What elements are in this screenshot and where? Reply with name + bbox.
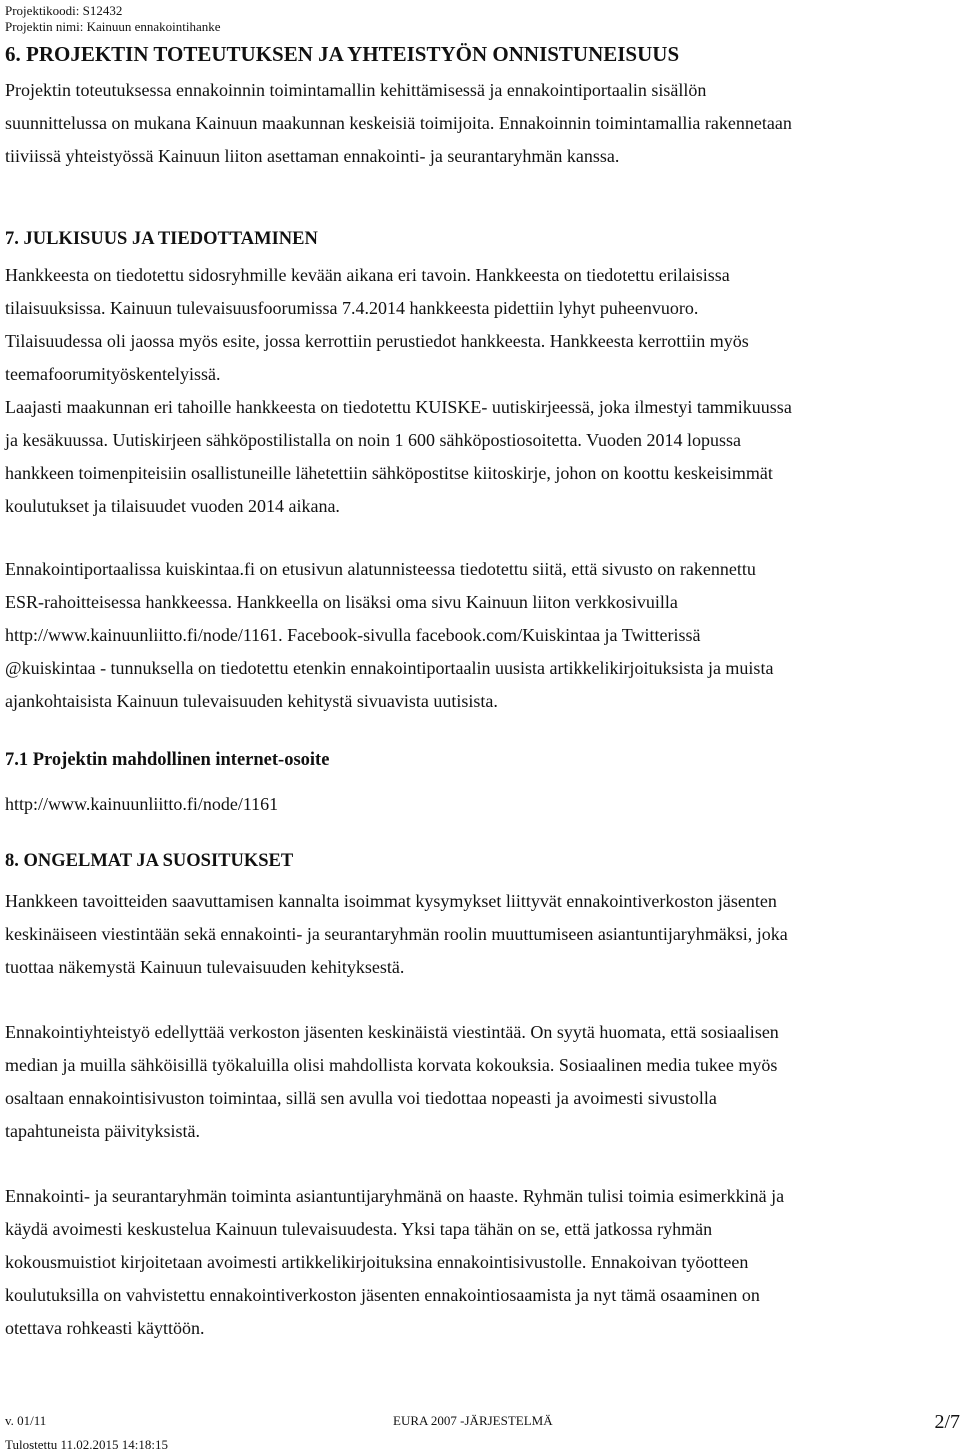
text-line: hankkeen toimenpiteisiin osallistuneille lähetettiin sähköpostitse kiitoskirje, johon on koottu keskeisimmät	[5, 463, 773, 483]
text-line: kokousmuistiot kirjoitetaan avoimesti artikkelikirjoituksina ennakointisivustolle. Ennakoivan työotteen	[5, 1252, 749, 1272]
text-line: ajankohtaisista Kainuun tulevaisuuden kehitystä sivuavista uutisista.	[5, 691, 498, 711]
text-line: tapahtuneista päivityksistä.	[5, 1121, 200, 1141]
text-line: Hankkeesta on tiedotettu sidosryhmille kevään aikana eri tavoin. Hankkeesta on tiedotettu erilaisissa	[5, 265, 730, 285]
section-7-paragraph-1	[5, 259, 960, 523]
document-body	[5, 40, 960, 1345]
page-number: 2/7	[934, 1411, 960, 1433]
text-line: Ennakointiyhteistyö edellyttää verkoston jäsenten keskinäistä viestintää. On syytä huomata, että sosiaalisen	[5, 1022, 779, 1042]
text-line: Tilaisuudessa oli jaossa myös esite, jossa kerrottiin perustiedot hankkeesta. Hankkeesta kerrottiin myös	[5, 331, 749, 351]
page-header	[5, 3, 221, 35]
text-line: keskinäiseen viestintään sekä ennakointi- ja seurantaryhmän roolin muuttumiseen asiantuntijaryhmäksi, joka	[5, 924, 788, 944]
text-line: tiiviissä yhteistyössä Kainuun liiton asettaman ennakointi- ja seurantaryhmän kanssa.	[5, 146, 620, 166]
text-line: teemafoorumityöskentelyissä.	[5, 364, 221, 384]
text-line: Ennakointi- ja seurantaryhmän toiminta asiantuntijaryhmänä on haaste. Ryhmän tulisi toimia esimerkkinä ja	[5, 1186, 785, 1206]
text-line: osaltaan ennakointisivuston toimintaa, sillä sen avulla voi tiedottaa nopeasti ja avoimesti sivustolla	[5, 1088, 717, 1108]
section-8-paragraph-2	[5, 1016, 960, 1148]
text-line: Laajasti maakunnan eri tahoille hankkeesta on tiedotettu KUISKE- uutiskirjeessä, joka ilmestyi tammikuussa	[5, 397, 792, 417]
project-code: Projektikoodi: S12432	[5, 3, 123, 18]
text-line: otettava rohkeasti käyttöön.	[5, 1318, 205, 1338]
text-line: ESR-rahoitteisessa hankkeessa. Hankkeella on lisäksi oma sivu Kainuun liiton verkkosivuilla	[5, 592, 678, 612]
text-line: ja kesäkuussa. Uutiskirjeen sähköpostilistalla on noin 1 600 sähköpostiosoitetta. Vuoden 2014 lopussa	[5, 430, 742, 450]
section-6-title: 6. PROJEKTIN TOTEUTUKSEN JA YHTEISTYÖN ONNISTUNEISUUS	[5, 42, 680, 66]
text-line: Hankkeen tavoitteiden saavuttamisen kannalta isoimmat kysymykset liittyvät ennakointiverkoston jäsenten	[5, 891, 777, 911]
system-name: EURA 2007 -JÄRJESTELMÄ	[393, 1413, 553, 1428]
section-7-paragraph-2	[5, 553, 960, 718]
form-version: v. 01/11	[5, 1413, 47, 1428]
text-line: Projektin toteutuksessa ennakoinnin toimintamallin kehittämisessä ja ennakointiportaalin sisällön	[5, 80, 707, 100]
print-timestamp: Tulostettu 11.02.2015 14:18:15	[5, 1437, 169, 1452]
text-line: median ja muilla sähköisillä työkaluilla olisi mahdollista korvata kokouksia. Sosiaalinen media tukee myös	[5, 1055, 778, 1075]
section-8-title: 8. ONGELMAT JA SUOSITUKSET	[5, 851, 294, 871]
text-line: http://www.kainuunliitto.fi/node/1161. Facebook-sivulla facebook.com/Kuiskintaa ja Twitterissä	[5, 625, 701, 645]
text-line: tuottaa näkemystä Kainuun tulevaisuuden kehityksestä.	[5, 957, 405, 977]
text-line: Ennakointiportaalissa kuiskintaa.fi on etusivun alatunnisteessa tiedotettu siitä, että sivusto on rakennettu	[5, 559, 756, 579]
text-line: suunnittelussa on mukana Kainuun maakunnan keskeisiä toimijoita. Ennakoinnin toimintamallia rakennetaan	[5, 113, 792, 133]
project-name: Projektin nimi: Kainuun ennakointihanke	[5, 19, 221, 34]
page-footer	[5, 1410, 960, 1454]
section-7-1-title: 7.1 Projektin mahdollinen internet-osoite	[5, 750, 330, 770]
project-url: http://www.kainuunliitto.fi/node/1161	[5, 794, 279, 814]
section-8-paragraph-3	[5, 1180, 960, 1345]
text-line: koulutukset ja tilaisuudet vuoden 2014 aikana.	[5, 496, 340, 516]
section-7-title: 7. JULKISUUS JA TIEDOTTAMINEN	[5, 229, 318, 249]
text-line: käydä avoimesti keskustelua Kainuun tulevaisuudesta. Yksi tapa tähän on se, että jatkossa ryhmän	[5, 1219, 713, 1239]
section-6-paragraph	[5, 74, 960, 173]
section-8-paragraph-1	[5, 885, 960, 984]
text-line: @kuiskintaa - tunnuksella on tiedotettu etenkin ennakointiportaalin uusista artikkelikirjoituksista ja muista	[5, 658, 774, 678]
text-line: tilaisuuksissa. Kainuun tulevaisuusfoorumissa 7.4.2014 hankkeesta pidettiin lyhyt puheenvuoro.	[5, 298, 699, 318]
text-line: koulutuksilla on vahvistettu ennakointiverkoston jäsenten ennakointiosaamista ja nyt tämä osaaminen on	[5, 1285, 760, 1305]
